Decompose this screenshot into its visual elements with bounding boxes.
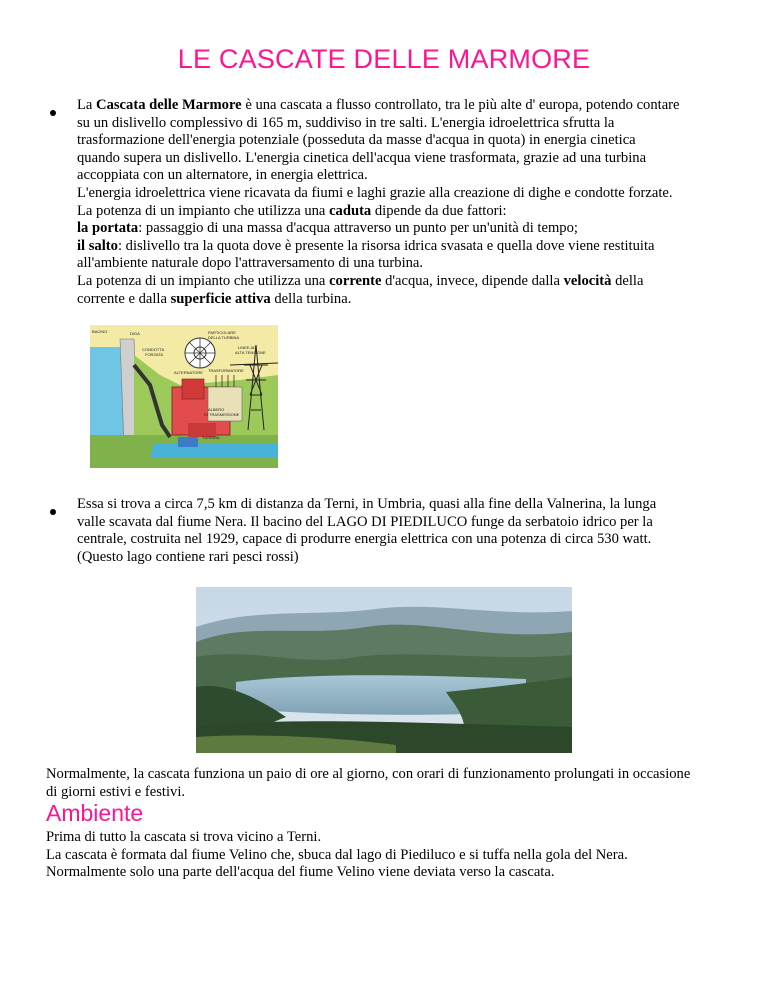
lake-piediluco-photo: [196, 587, 572, 753]
text-line: Essa si trova a circa 7,5 km di distanza da Terni, in Umbria, quasi alla fine della Valnerina, la lunga: [77, 496, 657, 512]
label-turbina: TURBINA: [202, 435, 220, 440]
label-forzata: FORZATA: [145, 352, 164, 357]
text-line: Normalmente, la cascata funziona un paio di ore al giorno, con orari di funzionamento prolungati in occasione: [46, 766, 691, 782]
text-line: centrale, costruita nel 1929, capace di produrre energia elettrica con una potenza di circa 530 watt.: [77, 531, 652, 548]
text-line: il salto: dislivello tra la quota dove è presente la risorsa idrica svasata e quella dove viene restituita: [77, 237, 655, 254]
label-bacino: BACINO: [92, 329, 108, 334]
text-line: La cascata è formata dal fiume Velino che, sbuca dal lago di Piediluco e si tuffa nella gola del Nera.: [46, 846, 628, 863]
label-albero: ALBERO: [208, 407, 225, 412]
hydroelectric-diagram-image: [90, 325, 278, 468]
text-line: trasformazione dell'energia potenziale (posseduta da masse d'acqua in quota) in energia cinetica: [77, 132, 636, 149]
text-line: valle scavata dal fiume Nera. Il bacino del LAGO DI PIEDILUCO funge da serbatoio idrico per la: [77, 513, 653, 530]
text-line: Prima di tutto la cascata si trova vicino a Terni.: [46, 829, 322, 845]
bullet-1: [50, 110, 56, 116]
label-alta-tensione: ALTA TENSIONE: [235, 350, 266, 355]
label-diga: DIGA: [130, 331, 140, 336]
text-line: accoppiata con un alternatore, in energia elettrica.: [77, 167, 368, 184]
text-line: quando supera un dislivello. L'energia cinetica dell'acqua viene trasformata, grazie ad una turbina: [77, 149, 647, 166]
paragraph-intro: [77, 97, 727, 308]
text-line: all'ambiente naturale dopo l'attraversamento di una turbina.: [77, 255, 424, 272]
page-title: LE CASCATE DELLE MARMORE: [177, 44, 591, 74]
text-line: su un dislivello complessivo di 165 m, suddiviso in tre salti. L'energia idroelettrica sfrutta la: [77, 114, 615, 131]
paragraph-schedule: [46, 766, 736, 801]
label-linee: LINEE AD: [238, 345, 257, 350]
text-line: di giorni estivi e festivi.: [46, 783, 186, 800]
label-condotta: CONDOTTA: [142, 347, 165, 352]
text-line: (Questo lago contiene rari pesci rossi): [77, 548, 299, 565]
text-line: L'energia idroelettrica viene ricavata da fiumi e laghi grazie alla creazione di dighe e condotte forzate.: [77, 184, 673, 201]
text-line: La Cascata delle Marmore è una cascata a flusso controllato, tra le più alte d' europa, potendo contare: [77, 97, 680, 113]
paragraph-ambiente: [46, 829, 736, 882]
label-alternatore: ALTERNATORE: [174, 370, 203, 375]
paragraph-location: [77, 496, 727, 566]
text-line: Normalmente solo una parte dell'acqua del fiume Velino viene deviata verso la cascata.: [46, 864, 555, 881]
bullet-2: [50, 509, 56, 515]
label-particolare: PARTICOLARE: [208, 330, 236, 335]
text-line: corrente e dalla superficie attiva della turbina.: [77, 290, 352, 307]
text-line: la portata: passaggio di una massa d'acqua attraverso un punto per un'unità di tempo;: [77, 220, 578, 237]
label-della-turbina: DELLA TURBINA: [208, 335, 240, 340]
section-heading-ambiente: Ambiente: [46, 800, 144, 826]
label-trasformatore: TRASFORMATORE: [208, 368, 244, 373]
text-line: La potenza di un impianto che utilizza una corrente d'acqua, invece, dipende dalla velocità della: [77, 272, 644, 289]
text-line: La potenza di un impianto che utilizza una caduta dipende da due fattori:: [77, 202, 507, 219]
label-di-trasmissione: DI TRASMISSIONE: [204, 412, 240, 417]
